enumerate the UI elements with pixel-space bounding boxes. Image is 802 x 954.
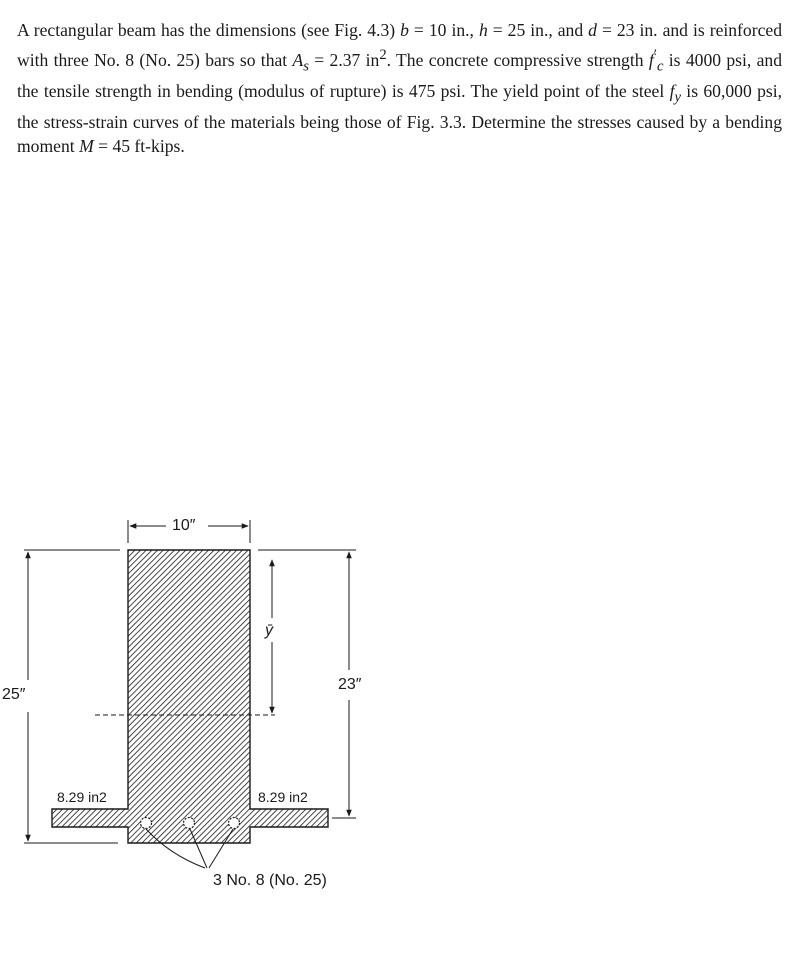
- ybar-label: ȳ: [265, 622, 273, 639]
- height-label: 25″: [2, 686, 26, 703]
- problem-statement: A rectangular beam has the dimensions (see Fig. 4.3) b = 10 in., h = 25 in., and d = 23 in. and is reinforced with three No. 8 (No. 25) bars so that $A_s = 2.37$ $in^2$. The concrete compressive strength $f'_c$ is 4000 psi, and the tensile strength in bending (modulus of rupture) is 475 psi. The yield point of the steel $f_y$ is 60,000 psi, the stress-strain curves of the materials being those of Fig. 3.3. Determine the stresses caused by a bending moment M = 45 ft-kips.: [17, 20, 783, 157]
- right-area-label: 8.29 in2: [258, 789, 308, 805]
- left-area-label: 8.29 in2: [57, 789, 107, 805]
- depth-label: 23″: [338, 676, 362, 693]
- width-label: 10″: [172, 517, 196, 534]
- rebar-1: [141, 818, 152, 829]
- bars-label: 3 No. 8 (No. 25): [213, 872, 327, 889]
- rebar-3: [229, 818, 240, 829]
- rebar-2: [184, 818, 195, 829]
